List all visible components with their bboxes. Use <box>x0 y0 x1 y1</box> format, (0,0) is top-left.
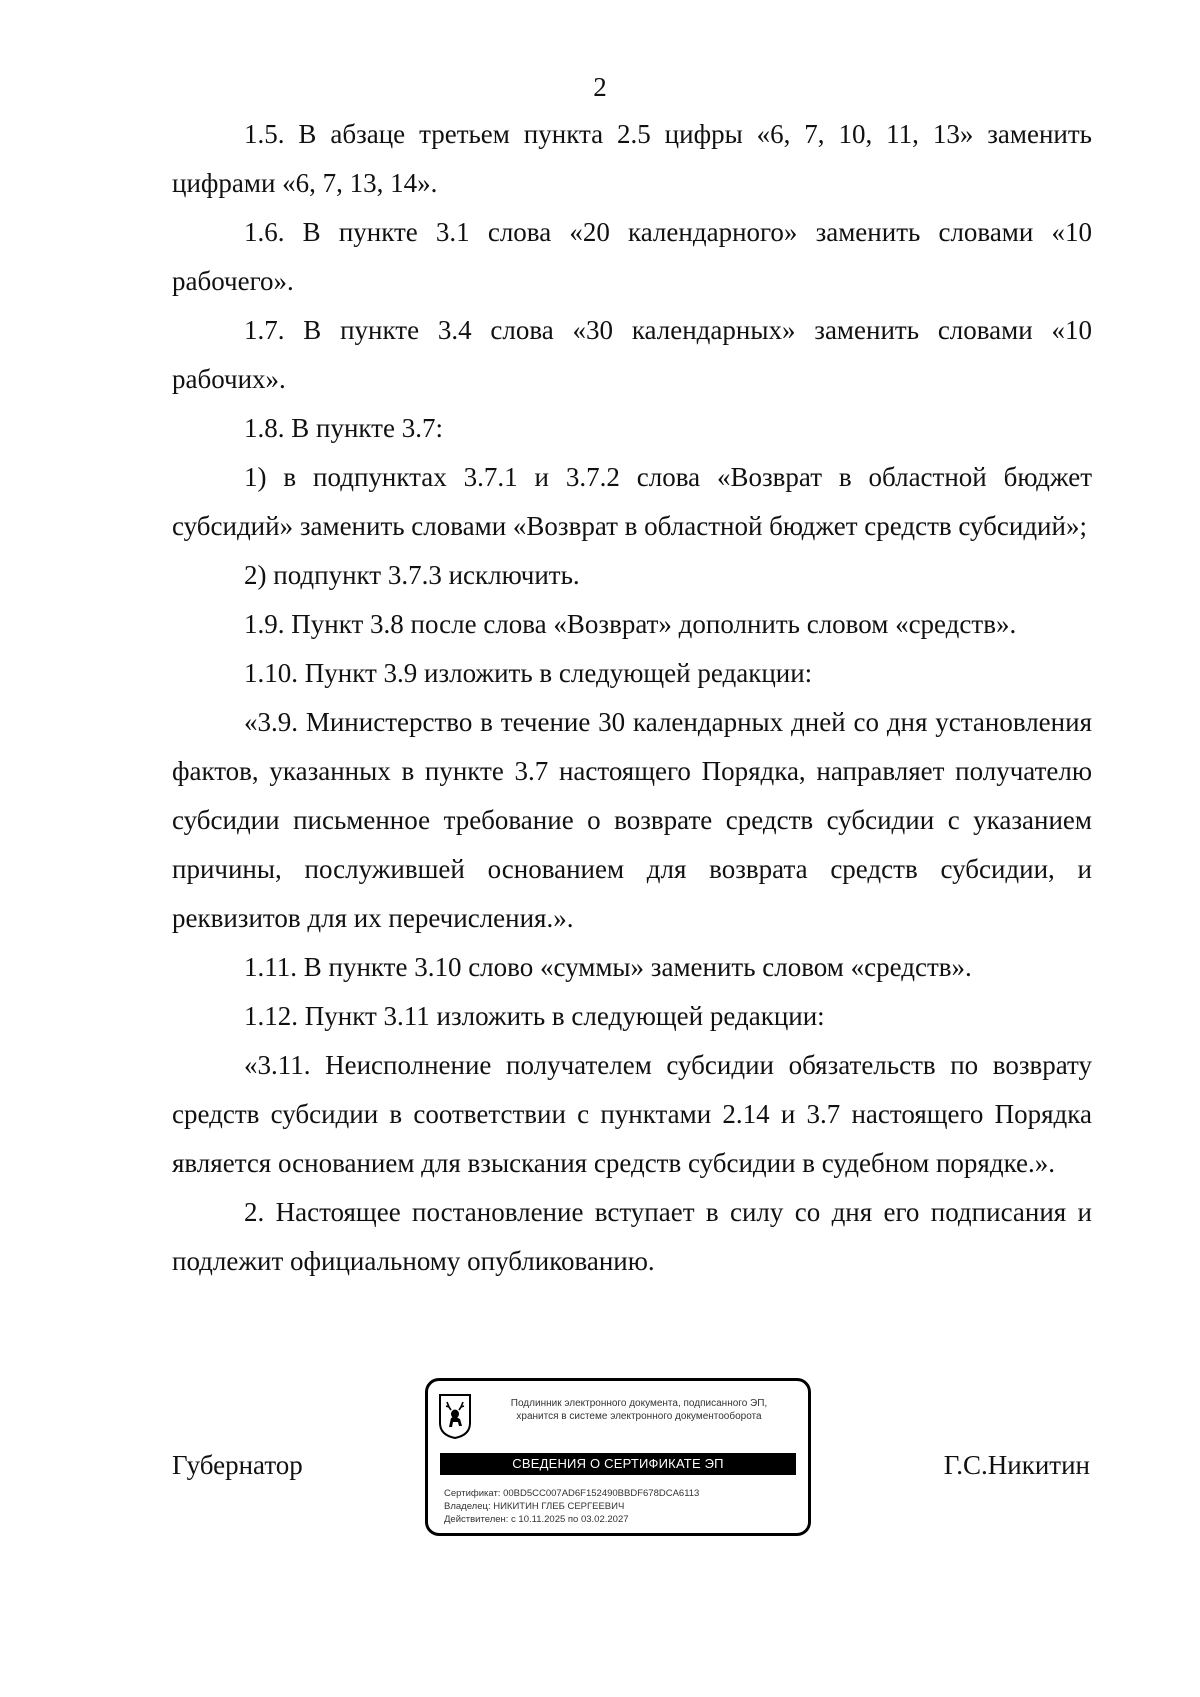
paragraph-1-12: 1.12. Пункт 3.11 изложить в следующей редакции: <box>244 1001 825 1031</box>
paragraph-1-6: 1.6. В пункте 3.1 слова «20 календарного» заменить словами «10 рабочего». <box>172 217 1092 296</box>
stamp-details <box>444 1487 800 1526</box>
paragraph-1-9: 1.9. Пункт 3.8 после слова «Возврат» дополнить словом «средств». <box>244 609 1017 639</box>
page-number: 2 <box>593 72 607 102</box>
paragraph-1-8: 1.8. В пункте 3.7: <box>244 413 443 443</box>
document-body <box>172 110 1092 1286</box>
stamp-caption-line-1: Подлинник электронного документа, подписанного ЭП, <box>510 1398 768 1409</box>
signer-title: Губернатор <box>172 1450 303 1480</box>
paragraph-2: 2. Настоящее постановление вступает в силу со дня его подписания и подлежит официальному опубликованию. <box>172 1197 1092 1276</box>
deer-coat-of-arms-icon <box>438 1393 472 1439</box>
signature-block <box>172 1378 1092 1538</box>
signer-name: Г.С.Никитин <box>943 1450 1090 1480</box>
stamp-caption <box>478 1397 800 1423</box>
stamp-certificate: Сертификат: 00BD5CC007AD6F152490BBDF678DCA6113 <box>444 1488 700 1499</box>
stamp-header: СВЕДЕНИЯ О СЕРТИФИКАТЕ ЭП <box>440 1453 796 1475</box>
paragraph-3-11-text: «3.11. Неисполнение получателем субсидии обязательств по возврату средств субсидии в соответствии с пунктами 2.14 и 3.7 настоящего Порядка является основанием для взыскания средств субсидии в судебном порядке.». <box>172 1050 1092 1178</box>
paragraph-1-7: 1.7. В пункте 3.4 слова «30 календарных» заменить словами «10 рабочих». <box>172 315 1092 394</box>
stamp-validity: Действителен: с 10.11.2025 по 03.02.2027 <box>444 1514 629 1525</box>
electronic-signature-stamp <box>425 1378 811 1536</box>
paragraph-1-10: 1.10. Пункт 3.9 изложить в следующей редакции: <box>244 658 813 688</box>
paragraph-1-5: 1.5. В абзаце третьем пункта 2.5 цифры «6, 7, 10, 11, 13» заменить цифрами «6, 7, 13, 14». <box>172 119 1092 198</box>
paragraph-3-9-text: «3.9. Министерство в течение 30 календарных дней со дня установления фактов, указанных в пункте 3.7 настоящего Порядка, направляет получателю субсидии письменное требование о возврате средств субсидии с указанием причины, послужившей основанием для возврата средств субсидии, и реквизитов для их перечисления.». <box>172 707 1092 933</box>
paragraph-1-8-item-1: 1) в подпунктах 3.7.1 и 3.7.2 слова «Возврат в областной бюджет субсидий» заменить словами «Возврат в областной бюджет средств субсидий»; <box>172 462 1092 541</box>
paragraph-1-11: 1.11. В пункте 3.10 слово «суммы» заменить словом «средств». <box>244 952 972 982</box>
paragraph-1-8-item-2: 2) подпункт 3.7.3 исключить. <box>244 560 580 590</box>
stamp-caption-line-2: хранится в системе электронного документооборота <box>516 1411 762 1422</box>
stamp-owner: Владелец: НИКИТИН ГЛЕБ СЕРГЕЕВИЧ <box>444 1501 625 1512</box>
